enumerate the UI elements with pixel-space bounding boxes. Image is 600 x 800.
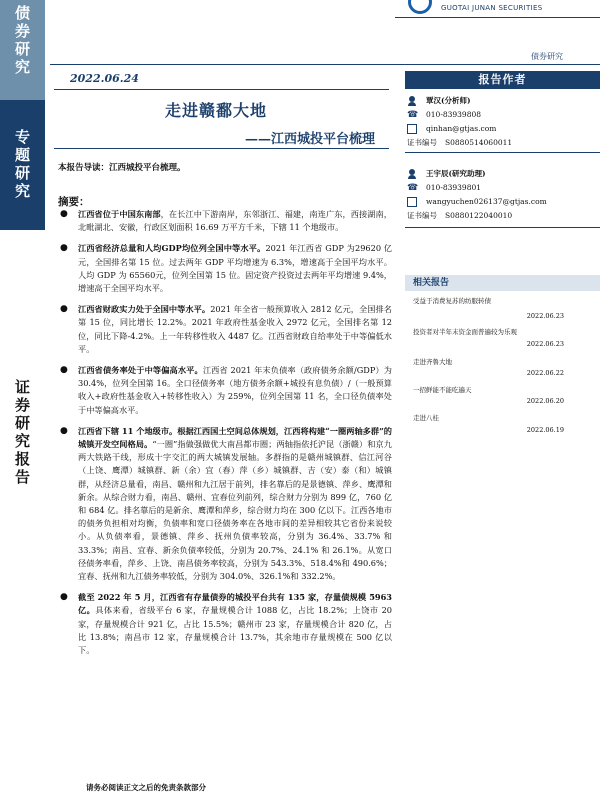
author-name: 覃汉(分析师) bbox=[426, 96, 471, 105]
bullet-icon: ● bbox=[60, 365, 68, 376]
related-report-date: 2022.06.20 bbox=[526, 397, 564, 405]
disclaimer-note: 请务必阅读正文之后的免责条款部分 bbox=[86, 783, 206, 792]
header-divider bbox=[395, 17, 600, 18]
related-report-date: 2022.06.23 bbox=[526, 340, 564, 348]
logo-text: GUOTAI JUNAN SECURITIES bbox=[441, 4, 543, 12]
mail-icon bbox=[407, 197, 417, 207]
cert-number: S0880122040010 bbox=[445, 211, 513, 220]
abstract-heading: 摘要： bbox=[58, 196, 90, 208]
bullet-icon: ● bbox=[60, 592, 68, 603]
related-report-title[interactable]: 走进齐鲁大地 bbox=[413, 358, 452, 366]
person-icon bbox=[407, 96, 417, 106]
author-phone: 010-83939808 bbox=[426, 110, 482, 119]
date-rule bbox=[54, 89, 389, 90]
phone-icon: ☎ bbox=[407, 110, 419, 120]
report-guide: 本报告导读：江西城投平台梳理。 bbox=[58, 163, 186, 173]
phone-icon: ☎ bbox=[407, 183, 419, 193]
bullet-icon: ● bbox=[60, 304, 68, 315]
person-icon bbox=[407, 169, 417, 179]
related-report-date: 2022.06.19 bbox=[526, 426, 564, 434]
related-reports-heading: 相关报告 bbox=[405, 275, 600, 291]
report-category: 债券研究 bbox=[531, 52, 563, 61]
related-report-title[interactable]: 受益于消费复苏的纺服转债 bbox=[413, 297, 491, 305]
top-rule bbox=[50, 64, 600, 65]
logo-mark-icon bbox=[408, 0, 432, 14]
list-item: ● 江西省位于中国东南部，在长江中下游南岸，东邻浙江、福建，南连广东，西接湖南，北毗湖北、安徽，行政区划面积 16.69 万平方千米，下辖 11 个地级市。 bbox=[60, 209, 392, 233]
author-divider bbox=[405, 227, 600, 228]
cert-label: 证书编号 bbox=[407, 138, 437, 147]
list-item: ● 截至 2022 年 5 月，江西省有存量债券的城投平台共有 135 家，存量债规模 5963 亿。具体来看，省级平台 6 家，存量规模合计 1088 亿，占比 18.2%；上饶市 20 家，存量规模合计 921 亿，占比 15.5%；赣州市 23 家，存量规模合计 820 亿，占比 13.8%；南昌市 12 家，存量规模合计 13.7%，其余地市存量规模在 500 亿以下。 bbox=[60, 592, 392, 656]
related-report-title[interactable]: 投资者对半年末资金面普遍较为乐观 bbox=[413, 328, 517, 336]
report-date: 2022.06.24 bbox=[70, 72, 139, 85]
cert-label: 证书编号 bbox=[407, 211, 437, 220]
list-item: ● 江西省经济总量和人均GDP均位列全国中等水平。2021 年江西省 GDP 为29620 亿元，全国排名第 15 位。过去两年 GDP 平均增速为 6.3%，增速高于全国平均水平。人均 GDP 为 65560元，位列全国第 15 位。固定资产投资过去两年平均增速 9.4%，增速高于全国平均水平。 bbox=[60, 243, 392, 294]
report-subtitle: ——江西城投平台梳理 bbox=[245, 132, 376, 147]
list-item: ● 江西省下辖 11 个地级市。根据江西国土空间总体规划，江西将构建“一圈两轴多群”的城镇开发空间格局。“一圈”指做强做优大南昌都市圈；两轴指依托沪昆（浙赣）和京九两大铁路干线，形成十字交汇的两大城镇发展轴。多群指的是赣州城镇群、信江河谷（上饶、鹰潭）城镇群、新（余）宜（春）萍（乡）城镇群、吉（安）泰（和）城镇群，从经济总量看，南昌、赣州和九江居于前列，排名靠后的是景德镇、萍乡、鹰潭和新余。从综合财力看，南昌、赣州、宜春位列前列，综合财力分别为 899 亿，760 亿和 684 亿。排名靠后的是新余、鹰潭和萍乡，综合财力均在 300 亿以下。江西各地市的债务负担相对均衡，负债率和宽口径债务率在各地市间的差异相较其它省份来说较小。从负债率看，景德镇、萍乡、抚州负债率较高，分别为 36.4%、33.7% 和 33.3%；南昌、宜春、新余负债率较低，分别为 20.7%、24.1% 和 26.1%。从宽口径债务率看，萍乡、上饶、南昌债务率较高，分别为 543.3%、518.4%和 490.6%；宜春、抚州和九江债务率较低，分别为 304.0%、326.1%和 332.2%。 bbox=[60, 425, 392, 582]
list-item: ● 江西省债务率处于中等偏高水平。江西省 2021 年末负债率（政府债务余额/GDP）为 30.4%，位列全国第 16。全口径债务率（地方债务余额+城投有息负债）/（一般预算收入+政府性基金收入+转移性收入）为 259%，位列全国第 11 名，全口径负债率处于中等偏高水平。 bbox=[60, 365, 392, 415]
list-item: ● 江西省财政实力处于全国中等水平。2021 年全省一般预算收入 2812 亿元，全国排名第 15 位，同比增长 12.2%。2021 年政府性基金收入 2972 亿元，全国排名第 12 位，同比下降-4.2%。上一年转移性收入 4487 亿。江西省财政自给率处于中等偏低水平。 bbox=[60, 304, 392, 354]
left-sidebar bbox=[0, 0, 45, 800]
author-card bbox=[407, 167, 600, 223]
related-report-title[interactable]: 走进八桂 bbox=[413, 414, 439, 422]
mail-icon bbox=[407, 124, 417, 134]
related-report-date: 2022.06.23 bbox=[526, 312, 564, 320]
related-report-date: 2022.06.22 bbox=[526, 369, 564, 377]
sidebar-label-bond-research: 债 券 研 究 bbox=[14, 4, 30, 76]
author-phone: 010-83939801 bbox=[426, 183, 482, 192]
related-report-title[interactable]: 一招鲜能不能吃遍天 bbox=[413, 386, 472, 394]
bullet-icon: ● bbox=[60, 209, 68, 219]
author-card bbox=[407, 94, 600, 150]
company-logo bbox=[408, 0, 600, 16]
subtitle-rule bbox=[54, 148, 389, 149]
sidebar-label-securities-report: 证 券 研 究 报 告 bbox=[14, 378, 30, 486]
author-email[interactable]: wangyuchen026137@gtjas.com bbox=[426, 197, 547, 206]
author-divider bbox=[405, 152, 600, 153]
author-email[interactable]: qinhan@gtjas.com bbox=[426, 124, 497, 133]
author-name: 王宇辰(研究助理) bbox=[426, 169, 486, 178]
bullet-icon: ● bbox=[60, 425, 68, 436]
abstract-bullets bbox=[58, 208, 392, 665]
cert-number: S0880514060011 bbox=[445, 138, 513, 147]
report-title: 走进赣鄱大地 bbox=[165, 101, 268, 120]
authors-heading: 报告作者 bbox=[405, 71, 600, 89]
sidebar-label-special-research: 专 题 研 究 bbox=[14, 128, 30, 200]
bullet-icon: ● bbox=[60, 243, 68, 254]
